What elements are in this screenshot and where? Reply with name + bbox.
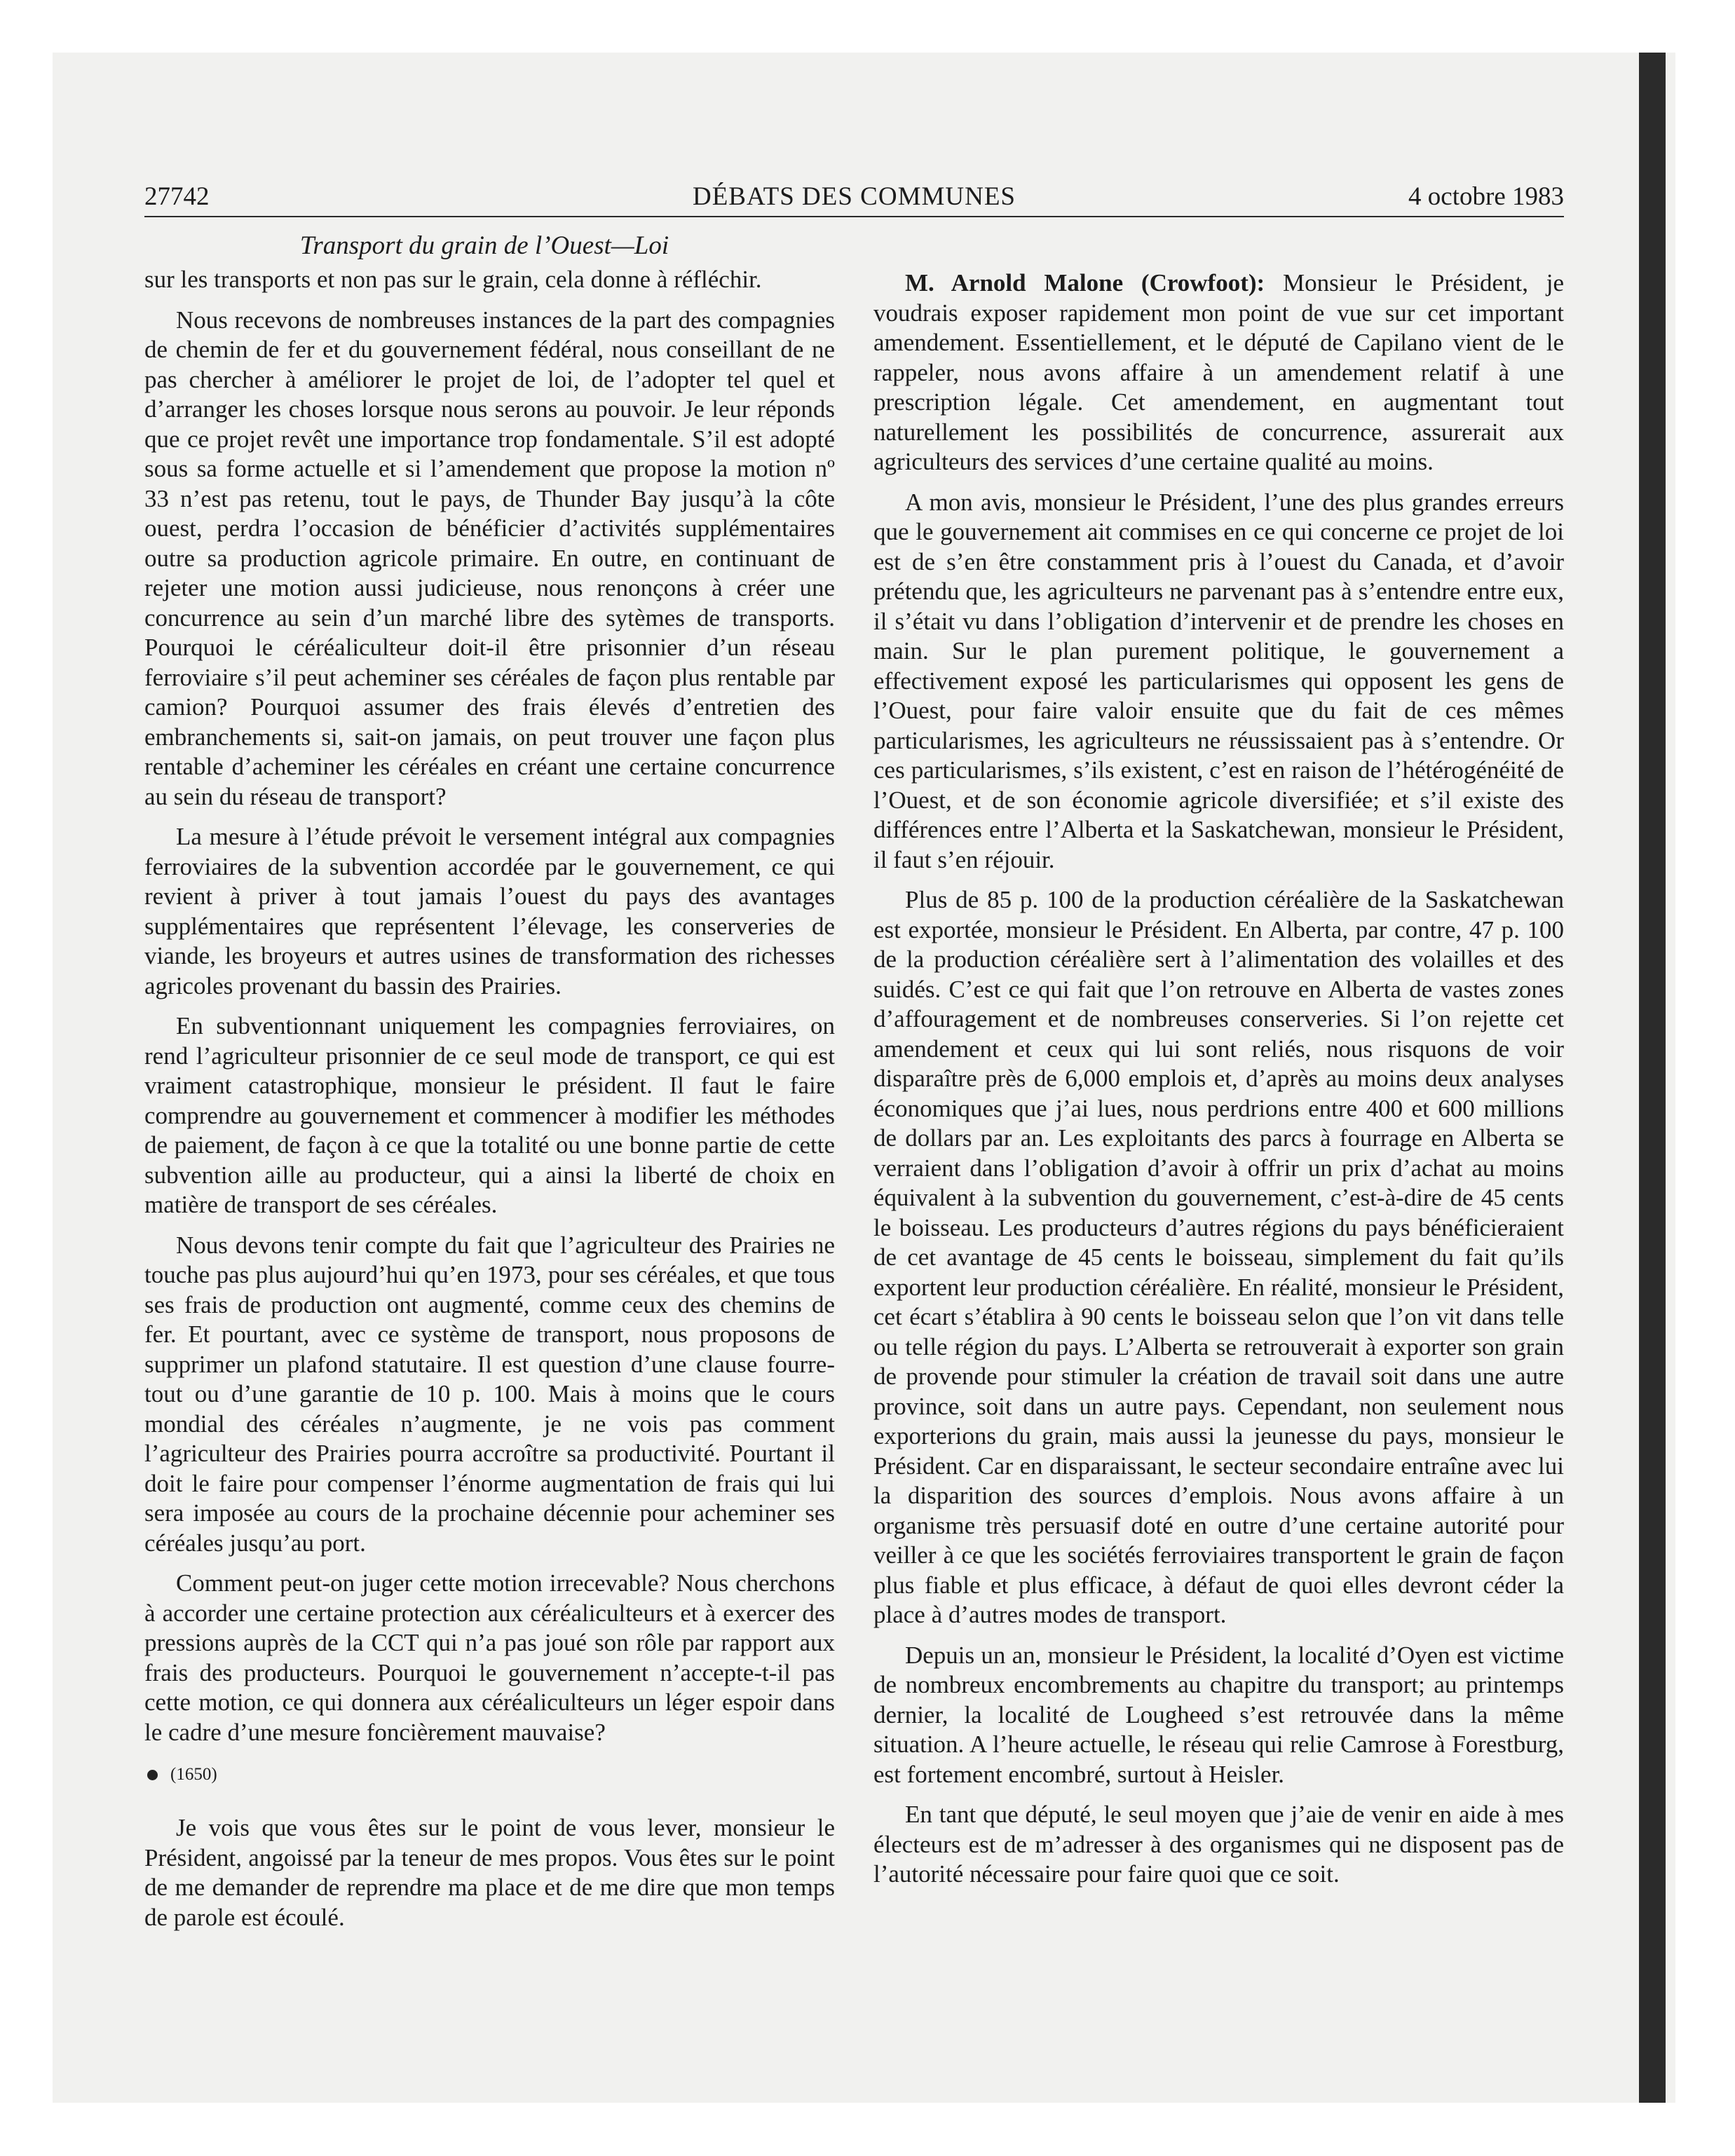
- paragraph: La mesure à l’étude prévoit le versement intégral aux compagnies ferroviaires de la subvention accordée par le gouvernement, ce qui revient à priver à tout jamais l’ouest du pays des avantages supplémentaires que représentent l’élevage, les conserveries de viande, les broyeurs et autres usines de transformation des richesses agricoles provenant du bassin des Prairies.: [144, 823, 835, 999]
- paragraph: Depuis un an, monsieur le Président, la localité d’Oyen est victime de nombreux encombrements au chapitre du transport; au printemps dernier, la localité de Lougheed s’est retrouvée dans la même situation. A l’heure actuelle, le réseau qui relie Camrose à Forestburg, est fortement encombré, surtout à Heisler.: [873, 1641, 1564, 1788]
- speech-text: Monsieur le Président, je voudrais exposer rapidement mon point de vue sur cet important amendement. Essentiellement, et le député de Capilano vient de le rappeler, nous avons affaire à un amendement relatif à une prescription légale. Cet amendement, en augmentant tout naturellement les possibilités de concurrence, assurerait aux agriculteurs des services d’une certaine qualité au moins.: [873, 269, 1565, 475]
- paragraph: Nous recevons de nombreuses instances de la part des compagnies de chemin de fer et du gouvernement fédéral, nous conseillant de ne pas chercher à améliorer le projet de loi, de l’adopter tel quel et d’arranger les choses lorsque nous serons au pouvoir. Je leur réponds que ce projet revêt une importance trop fondamentale. S’il est adopté sous sa forme actuelle et si l’amendement que propose la motion nº 33 n’est pas retenu, tout le pays, de Thunder Bay jusqu’à la côte ouest, perdra l’occasion de bénéficier d’activités supplémentaires outre sa production agricole primaire. En outre, en continuant de rejeter une motion aussi judicieuse, nous renonçons à créer une concurrence au sein d’un marché libre des sytèmes de transports. Pourquoi le céréaliculteur doit-il être prisonnier d’un réseau ferroviaire s’il peut acheminer ses céréales de façon plus rentable par camion? Pourquoi assumer des frais élevés d’entretien des embranchements si, sait-on jamais, on peut trouver une façon plus rentable d’acheminer les céréales en créant une certaine concurrence au sein du réseau de transport?: [144, 306, 835, 810]
- paragraph: Je vois que vous êtes sur le point de vous lever, monsieur le Président, angoissé par la teneur de mes propos. Vous êtes sur le point de me demander de reprendre ma place et de me dire que mon temps de parole est écoulé.: [144, 1814, 835, 1931]
- page-number: 27742: [144, 182, 210, 211]
- page-content: [144, 181, 1564, 2087]
- paragraph: sur les transports et non pas sur le grain, cela donne à réfléchir.: [144, 266, 762, 293]
- speaker-paragraph: [873, 268, 1564, 477]
- right-column: [873, 268, 1564, 1900]
- paragraph: Nous devons tenir compte du fait que l’agriculteur des Prairies ne touche pas plus aujourd’hui qu’en 1973, pour ses céréales, et que tous ses frais de production ont augmenté, comme ceux des chemins de fer. Et pourtant, avec ce système de transport, nous proposons de supprimer un plafond statutaire. Il est question d’une clause fourre-tout ou d’une garantie de 10 p. 100. Mais à moins que le cours mondial des céréales n’augmente, je ne vois pas comment l’agriculteur des Prairies pourra accroître sa productivité. Pourtant il doit le faire pour compenser l’énorme augmentation de frais qui lui sera imposée au cours de la prochaine décennie pour acheminer ses céréales jusqu’au port.: [144, 1231, 835, 1557]
- paragraph: Comment peut-on juger cette motion irrecevable? Nous cherchons à accorder une certaine protection aux céréaliculteurs et à exercer des pressions auprès de la CCT qui n’a pas joué son rôle par rapport aux frais des producteurs. Pourquoi le gouvernement n’accepte-t-il pas cette motion, ce qui donnera aux céréaliculteurs un léger espoir dans le cadre d’une mesure foncièrement mauvaise?: [144, 1569, 835, 1746]
- time-marker: [144, 1763, 835, 1787]
- page-header: [144, 181, 1564, 217]
- speaker-name: M. Arnold Malone (Crowfoot):: [905, 269, 1265, 296]
- session-date: 4 octobre 1983: [1408, 182, 1564, 211]
- bullet-icon: [147, 1770, 158, 1780]
- paragraph: En tant que député, le seul moyen que j’aie de venir en aide à mes électeurs est de m’adresser à des organismes qui ne disposent pas de l’autorité nécessaire pour faire quoi que ce soit.: [873, 1801, 1564, 1888]
- paragraph: Plus de 85 p. 100 de la production céréalière de la Saskatchewan est exportée, monsieur le Président. En Alberta, par contre, 47 p. 100 de la production céréalière sert à l’alimentation des volailles et des suidés. C’est ce qui fait que l’on retrouve en Alberta de vastes zones d’affouragement et de nombreuses conserveries. Si l’on rejette cet amendement et ceux qui lui sont reliés, nous risquons de voir disparaître près de 6,000 emplois et, d’après au moins deux analyses économiques que j’ai lues, nous perdrions entre 400 et 600 millions de dollars par an. Les exploitants des parcs à fourrage en Alberta se verraient dans l’obligation d’avoir à offrir un prix d’achat au moins équivalent à la subvention du gouvernement, c’est-à-dire de 45 cents le boisseau. Les producteurs d’autres régions du pays bénéficieraient de cet avantage de 45 cents le boisseau, simplement du fait qu’ils exportent leur production céréalière. En réalité, monsieur le Président, cet écart s’établira à 90 cents le boisseau selon que l’on vit dans telle ou telle région du pays. L’Alberta se retrouverait à exporter son grain de provende pour stimuler la création de travail soit dans une autre province, soit dans un autre pays. Cependant, non seulement nous exporterions du grain, mais aussi la jeunesse du pays, monsieur le Président. Car en disparaissant, le secteur secondaire entraîne avec lui la disparition des sources d’emplois. Nous avons affaire à un organisme très persuasif doté en outre d’une certaine autorité pour veiller à ce que les sociétés ferroviaires transportent le grain de façon plus fiable et plus efficace, à défaut de quoi elles devront céder la place à d’autres modes de transport.: [873, 886, 1564, 1628]
- running-head: Transport du grain de l’Ouest—Loi: [299, 231, 669, 260]
- time-marker-label: (1650): [170, 1765, 217, 1784]
- paragraph: En subventionnant uniquement les compagnies ferroviaires, on rend l’agriculteur prisonnier de ce seul mode de transport, ce qui est vraiment catastrophique, monsieur le président. Il faut le faire comprendre au gouvernement et commencer à modifier les méthodes de paiement, de façon à ce que la totalité ou une bonne partie de cette subvention aille au producteur, qui a ainsi la liberté de choix en matière de transport de ses céréales.: [144, 1012, 835, 1218]
- left-column: [144, 265, 835, 1943]
- publication-title: DÉBATS DES COMMUNES: [692, 182, 1016, 211]
- scan-edge-shadow: [1639, 53, 1666, 2103]
- paragraph: A mon avis, monsieur le Président, l’une des plus grandes erreurs que le gouvernement ait commises en ce qui concerne ce projet de loi est de s’en être constamment pris à l’ouest du Canada, et d’avoir prétendu que, les agriculteurs ne parvenant pas à s’entendre entre eux, il s’était vu dans l’obligation d’intervenir et de prendre les choses en main. Sur le plan purement politique, le gouvernement a effectivement exposé les particularismes qui opposent les gens de l’Ouest, pour faire valoir ensuite que du fait de ces mêmes particularismes, les agriculteurs ne réussissaient pas à s’entendre. Or ces particularismes, s’ils existent, c’est en raison de l’hétérogénéité de l’Ouest, et de son économie agricole diversifiée; et s’il existe des différences entre l’Alberta et la Saskatchewan, monsieur le Président, il faut s’en réjouir.: [873, 488, 1564, 873]
